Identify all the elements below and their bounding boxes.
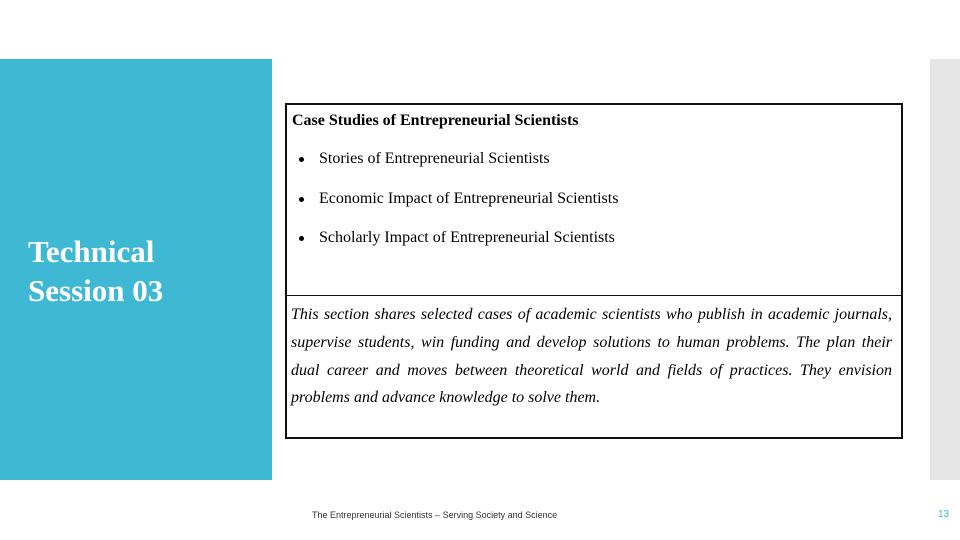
bullet-dot-icon bbox=[299, 236, 304, 241]
table-heading: Case Studies of Entrepreneurial Scientists bbox=[292, 112, 579, 129]
table-top-cell bbox=[287, 105, 901, 296]
bullet-text: Economic Impact of Entrepreneurial Scientists bbox=[319, 189, 619, 207]
section-description: This section shares selected cases of academic scientists who publish in academic journals, supervise students, win funding and develop solutions to human problems. The plan their dual career and moves between theoretical world and fields of practices. They envision problems and advance knowledge to solve them. bbox=[291, 306, 892, 407]
bullet-item bbox=[297, 190, 618, 230]
bullet-text: Stories of Entrepreneurial Scientists bbox=[319, 150, 550, 167]
topic-bullet-list bbox=[297, 150, 618, 269]
page-number: 13 bbox=[938, 509, 950, 520]
bullet-dot-icon bbox=[299, 157, 304, 162]
bullet-item bbox=[297, 229, 618, 269]
session-title-line-2: Session 03 bbox=[28, 273, 164, 308]
footer-text: The Entrepreneurial Scientists – Serving Society and Science bbox=[312, 510, 558, 520]
session-title-line-1: Technical bbox=[28, 234, 155, 269]
session-title bbox=[28, 232, 268, 310]
right-decorative-strip bbox=[930, 59, 960, 480]
bullet-item bbox=[297, 150, 618, 190]
bullet-dot-icon bbox=[299, 197, 304, 202]
content-table bbox=[285, 103, 903, 439]
bullet-text: Scholarly Impact of Entrepreneurial Scientists bbox=[319, 229, 615, 246]
